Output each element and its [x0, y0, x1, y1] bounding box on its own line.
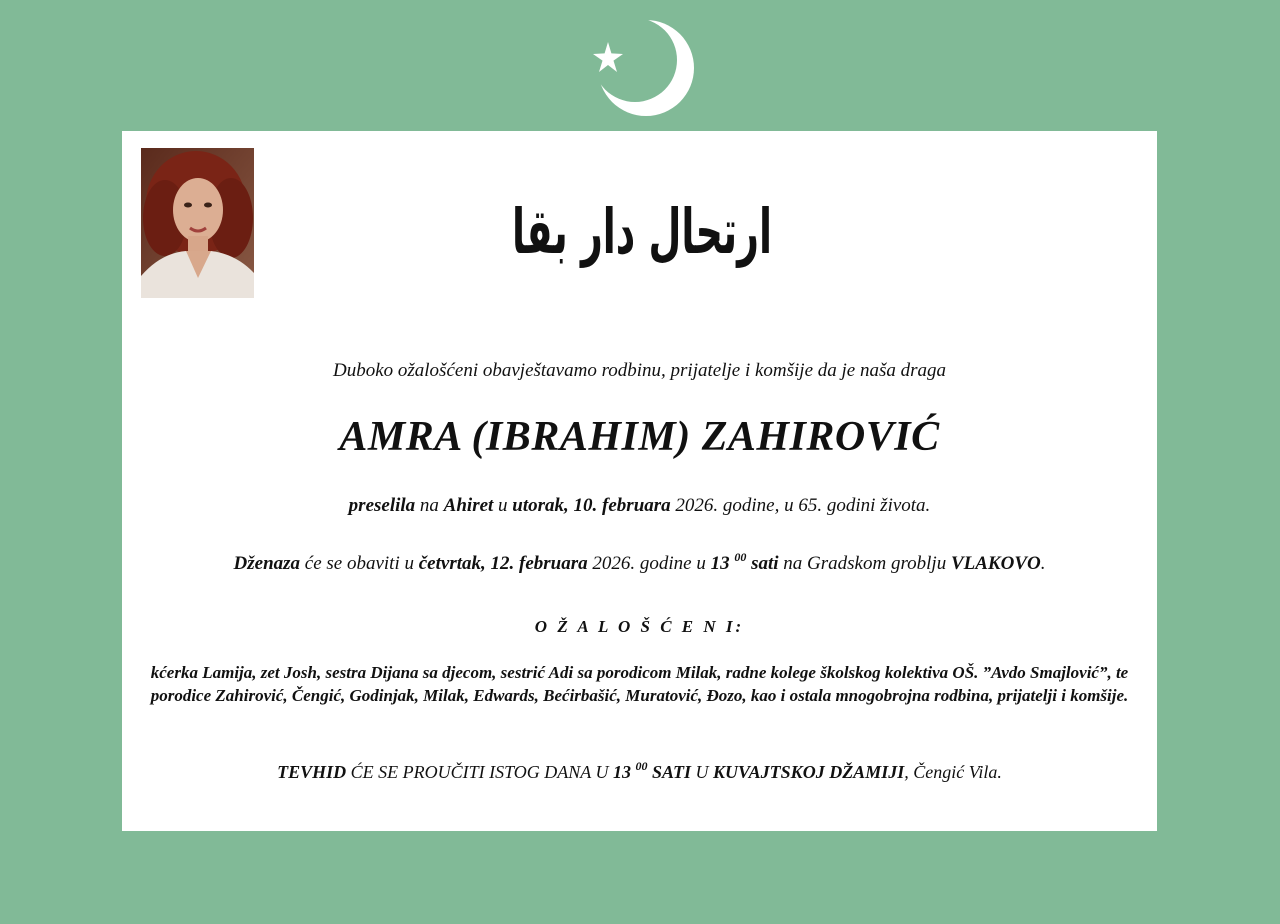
- arabic-calligraphy: [507, 155, 777, 295]
- calligraphy-text: ارتحال دار بقا: [512, 195, 772, 268]
- obituary-card: [122, 131, 1157, 831]
- tevhid-notice: TEVHID ĆE SE PROUČITI ISTOG DANA U 13 $^{00}$ SATI U KUVAJTSKOJ DŽAMIJI, Čengić Vila.: [277, 759, 1002, 782]
- portrait-photo: [141, 148, 254, 298]
- mourners-list: kćerka Lamija, zet Josh, sestra Dijana sa djecom, sestrić Adi sa porodicom Milak, radne kolege školskog kolektiva OŠ. ”Avdo Smajlović”, te porodice Zahirović, Čengić, Godinjak, Milak, Edwards, Bećirbašić, Muratović, Đozo, kao i ostala mnogobrojna rodbina, prijatelji i komšije.: [150, 663, 1129, 705]
- mourners-heading: O Ž A L O Š Ć E N I:: [534, 617, 745, 636]
- deceased-name: AMRA (IBRAHIM) ZAHIROVIĆ: [339, 414, 940, 460]
- funeral-notice: Dženaza će se obaviti u četvrtak, 12. februara 2026. godine u 13 $^{00}$ sati na Gradskom groblju VLAKOVO.: [233, 550, 1046, 574]
- crescent-star-icon: [588, 16, 694, 120]
- intro-text: Duboko ožalošćeni obavještavamo rodbinu, prijatelje i komšije da je naša draga: [332, 360, 947, 381]
- passing-notice: preselila na Ahiret u utorak, 10. februara 2026. godine, u 65. godini života.: [348, 495, 931, 516]
